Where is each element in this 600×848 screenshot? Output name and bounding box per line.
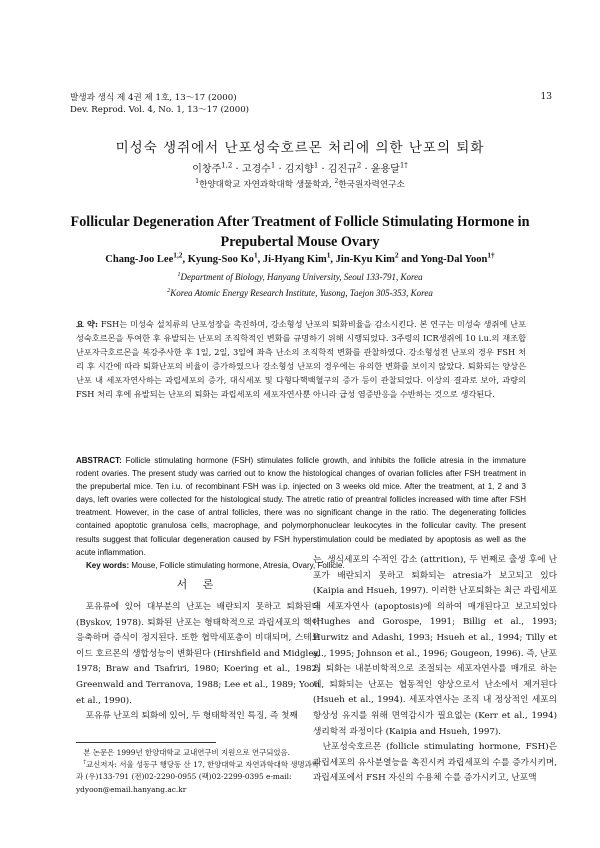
author-name: 윤용달 <box>370 164 400 175</box>
abstract-text: Follicle stimulating hormone (FSH) stimulates follicle growth, and inhibits the follicle atresia in the immature rodent ovaries. The present study was carried out to know the histological changes of ovarian follicles after FSH treatment in the prepubertal mice. Ten i.u. of recombinant FSH was i.p. injected on 3 weeks old mice. After the treatment, at 1, 2 and 3 days, left ovaries were collected for the histological study. The atretic ratio of preantral follicles increased with time after FSH treatment. However, in the case of antral follicles, there was no significant change in the ratio. The degenerating follicles contained apoptotic granulosa cells, macrophage, and polymorphonuclear leukocytes in the follicular cavity. The present results suggest that follicular degeneration caused by FSH hyperstimulation could be mediated by apoptosis as well as the acute inflammation. <box>76 456 526 557</box>
author-name: Jin-Kyu Kim <box>335 254 395 265</box>
author-name: 김진규 <box>327 164 357 175</box>
footnote-correspondence <box>76 759 320 796</box>
affiliation-sup: 1 <box>195 178 200 186</box>
footnote-mark: † <box>83 759 86 766</box>
title-korean: 미성숙 생쥐에서 난포성숙호르몬 처리에 의한 난포의 퇴화 <box>115 140 485 156</box>
section-heading-introduction: 서 론 <box>176 578 220 591</box>
author-sup: 1,2 <box>221 161 233 170</box>
paragraph: 포유류 난포의 퇴화에 있어, 두 형태학적인 특징, 즉 첫째 <box>85 711 298 722</box>
abstract-korean <box>76 317 526 401</box>
affiliation-sup: 2 <box>167 287 171 294</box>
author-name: Kyung-Soo Ko <box>187 254 254 265</box>
page-number: 13 <box>540 92 552 102</box>
running-header <box>70 92 249 116</box>
affiliation-sup: 1 <box>177 271 181 278</box>
abstract-label: ABSTRACT: <box>76 456 122 465</box>
paragraph: 난포성숙호르몬 (follicle stimulating hormone, FSH)은 과립세포의 유사분열능을 촉진시켜 과립세포의 수를 증가시키며, 과립세포에서 FSH 자신의 수용체 수를 증가시키고, 난포액 <box>313 742 557 784</box>
author-name: Ji-Hyang Kim <box>262 254 327 265</box>
author-sup: 1,2 <box>173 250 183 260</box>
affiliation-sup: 2 <box>334 178 339 186</box>
author-name: 김지향 <box>284 164 314 175</box>
affiliation: Korea Atomic Energy Research Institute, Yusong, Taejon 305-353, Korea <box>170 288 433 298</box>
author-sup: 1 <box>270 161 276 170</box>
footnotes <box>76 747 320 796</box>
author-name: Chang-Joo Lee <box>105 254 174 265</box>
authors-english <box>0 250 600 265</box>
journal-citation-en: Dev. Reprod. Vol. 4, No. 1, 13～17 (2000) <box>70 105 250 115</box>
author-sup: 1 <box>253 250 258 260</box>
affiliation: Department of Biology, Hanyang University, Seoul 133-791, Korea <box>180 272 423 282</box>
body-column-right <box>313 553 557 787</box>
separator: , <box>257 254 263 265</box>
affiliations-korean <box>0 178 600 190</box>
author-name: 이창주 <box>192 164 222 175</box>
separator: and <box>398 254 421 265</box>
affiliation: 한양대학교 자연과학대학 생물학과, <box>199 180 335 190</box>
author-sup: 2 <box>394 250 399 260</box>
footnote-funding: 본 논문은 1999년 한양대학교 교내연구비 지원으로 연구되었음. <box>83 748 290 757</box>
separator: · <box>232 164 242 175</box>
body-column-left <box>76 600 320 725</box>
separator: · <box>275 164 285 175</box>
separator: , <box>330 254 336 265</box>
affiliation-english-1 <box>0 272 600 282</box>
separator: · <box>318 164 328 175</box>
author-sup: 1 <box>313 161 319 170</box>
keywords-label: Key words: <box>86 560 130 570</box>
author-sup: 1† <box>487 250 495 260</box>
author-sup: 2 <box>356 161 362 170</box>
abstract-label: 요 약: <box>76 319 98 329</box>
separator: · <box>361 164 371 175</box>
author-sup: 1† <box>399 161 408 170</box>
author-name: 고경수 <box>241 164 271 175</box>
journal-citation-ko: 발생과 생식 제 4권 제 1호, 13～17 (2000) <box>70 93 237 103</box>
author-name: Yong-Dal Yoon <box>420 254 488 265</box>
keywords-text: Mouse, Follicle stimulating hormone, Atresia, Ovary, Follicle. <box>129 560 345 570</box>
paragraph: 포유류에 있어 대부분의 난포는 배란되지 못하고 퇴화된다 (Byskov, 1978). 퇴화된 난포는 형태학적으로 과립세포의 핵이 응축하며 증식이 정지된다. 또한 협막세포층이 비대되며, 스테로이드 호르몬의 생합성능이 변화된다 (Hirshfield and Midgley, 1978; Braw and Tsafriri, 1980; Koering et al., 1982; Greenwald and Terranova, 1988; Lee et al., 1989; Yoon et al., 1990). <box>76 602 320 706</box>
authors-korean <box>0 160 600 175</box>
paragraph: 는, 생식세포의 수적인 감소 (attrition), 두 번째로 출생 후에 난포가 배란되지 못하고 퇴화되는 atresia가 보고되고 있다 (Kaipia and Hsueh, 1997). 이러한 난포퇴화는 최근 과립세포의 세포자연사 (apoptosis)에 의하여 매개된다고 보고되었다 (Hughes and Gorospe, 1991; Billig et al., 1993; Hurwitz and Adashi, 1993; Hsueh et al., 1994; Tilly et al., 1995; Johnson et al., 1996; Gougeon, 1996). 즉, 난포의 퇴화는 내분비학적으로 조절되는 세포자연사를 매개로 하는데, 퇴화되는 난포는 협동적인 양상으로서 난소에서 제거된다 (Hsueh et al., 1994). 세포자연사는 조직 내 정상적인 세포의 항상성 유지를 위해 면역감시가 필요없는 (Kerr et al., 1994) 생리학적 과정이다 (Kaipia and Hsueh, 1997). <box>313 555 557 737</box>
title-english: Follicular Degeneration After Treatment of Follicle Stimulating Hormone in Prepubertal Mouse Ovary <box>70 214 530 250</box>
abstract-text: FSH는 미성숙 설치류의 난포성장을 촉진하며, 강소형성 난포의 퇴화비율을 감소시킨다. 본 연구는 미성숙 생쥐에 난포성숙호르몬을 투여한 후 유발되는 난포의 조직학적인 변화를 규명하기 위해 시행되었다. 3주령의 ICR생쥐에 10 i.u.의 재조합 난포자극호르몬을 복강주사한 후 1일, 2일, 3일에 좌측 난소의 조직학적 변화를 관찰하였다. 강소형성전 난포의 경우 FSH 처리 후 시간에 따라 퇴화난포의 비율이 증가하였으나 강소형성 난포의 경우에는 유의한 변화를 보이지 않았다. 퇴화되는 양상은 난포 내 세포자연사하는 과립세포의 증가, 대식세포 및 다형다핵백혈구의 증가 등이 관찰되었다. 이상의 결과로 보아, 과량의 FSH 처리 후에 유발되는 난포의 퇴화는 과립세포의 세포자연사뿐 아니라 급성 염증반응을 수반하는 것으로 생각된다. <box>76 319 526 399</box>
author-sup: 1 <box>326 250 331 260</box>
affiliation: 한국원자력연구소 <box>338 180 405 190</box>
separator: , <box>182 254 188 265</box>
affiliation-english-2 <box>0 288 600 298</box>
footnote-text: 교신저자: 서울 성동구 행당동 산 17, 한양대학교 자연과학대학 생명과학과 (우)133-791 (전)02-2290-0955 (팩)02-2299-0395 e-mail: ydyoon@email.hanyang.ac.kr <box>76 760 319 794</box>
footnote-divider <box>76 742 216 743</box>
